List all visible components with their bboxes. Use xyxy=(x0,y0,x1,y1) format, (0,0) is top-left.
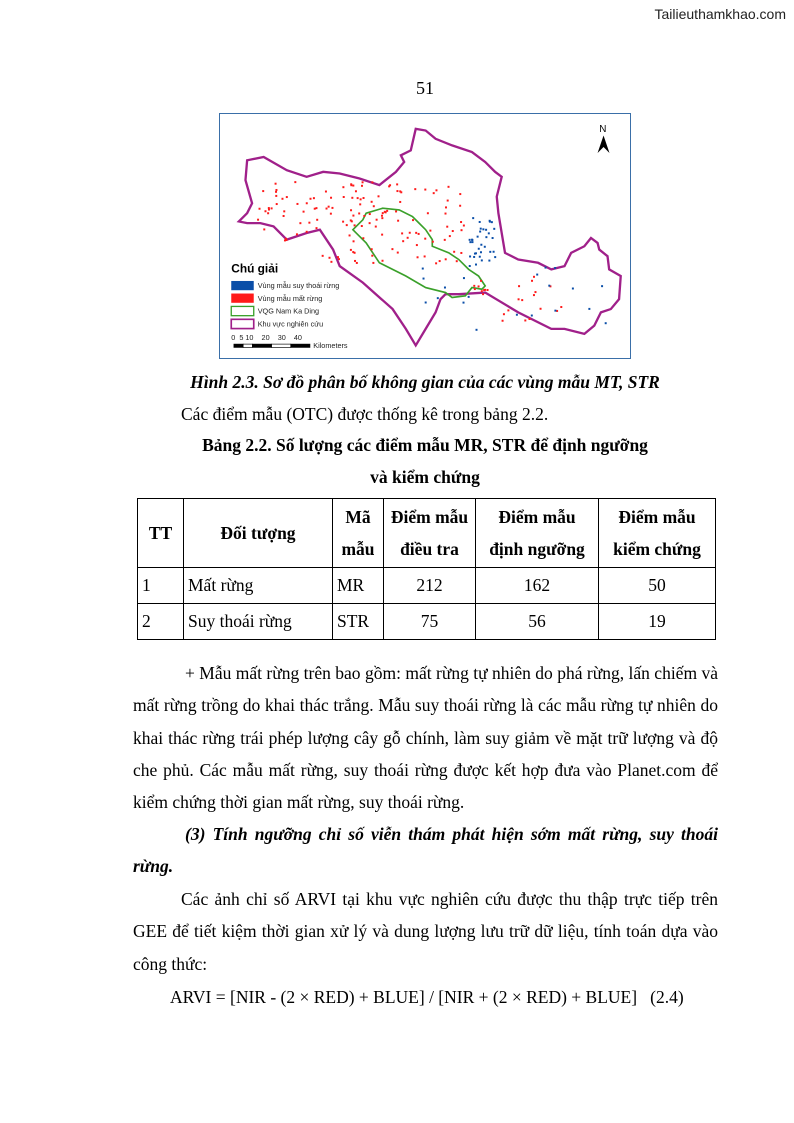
loss-sample-point xyxy=(372,262,374,264)
degradation-sample-point xyxy=(493,251,495,253)
loss-sample-point xyxy=(429,230,431,232)
loss-sample-point xyxy=(418,233,420,235)
loss-sample-point xyxy=(362,181,364,183)
north-label: N xyxy=(599,124,607,136)
loss-sample-point xyxy=(262,190,264,192)
loss-sample-point xyxy=(337,256,339,258)
loss-sample-point xyxy=(264,210,266,212)
loss-sample-point xyxy=(396,183,398,185)
loss-sample-point xyxy=(412,219,414,221)
loss-sample-point xyxy=(281,198,283,200)
loss-sample-point xyxy=(449,235,451,237)
cell: 212 xyxy=(384,568,476,604)
loss-sample-point xyxy=(306,231,308,233)
legend-park: VQG Nam Ka Ding xyxy=(257,306,320,316)
degradation-sample-point xyxy=(554,310,556,312)
header-threshold: Điểm mẫu định ngưỡng xyxy=(476,499,599,568)
loss-sample-point xyxy=(448,186,450,188)
loss-sample-point xyxy=(329,257,331,259)
cell: 50 xyxy=(599,568,716,604)
table-row xyxy=(138,568,716,604)
paragraph-arvi: Các ảnh chỉ số ARVI tại khu vực nghiên cứu được thu thập trực tiếp trên GEE để tiết kiệm thời gian xử lý và dung lượng lưu trữ dữ liệu, tính toán dựa vào công thức: xyxy=(133,889,718,974)
loss-sample-point xyxy=(474,288,476,290)
legend-study-area: Khu vực nghiên cứu xyxy=(257,319,324,329)
loss-sample-point xyxy=(483,289,485,291)
loss-sample-point xyxy=(271,207,273,209)
loss-sample-point xyxy=(396,190,398,192)
loss-sample-point xyxy=(376,219,378,221)
degradation-sample-point xyxy=(488,260,490,262)
loss-sample-point xyxy=(285,238,287,240)
loss-sample-point xyxy=(378,195,380,197)
header-tt: TT xyxy=(138,499,184,568)
loss-sample-point xyxy=(460,252,462,254)
degradation-sample-point xyxy=(484,246,486,248)
sample-table xyxy=(137,498,716,640)
loss-sample-point xyxy=(326,208,328,210)
loss-sample-point xyxy=(381,215,383,217)
degradation-sample-point xyxy=(485,236,487,238)
loss-sample-point xyxy=(417,256,419,258)
loss-sample-point xyxy=(361,225,363,227)
loss-sample-point xyxy=(303,211,305,213)
loss-sample-point xyxy=(315,207,317,209)
page-number: 51 xyxy=(416,78,434,98)
north-arrow-icon xyxy=(598,135,610,153)
degradation-sample-point xyxy=(481,259,483,261)
degradation-sample-point xyxy=(471,241,473,243)
loss-sample-point xyxy=(350,219,352,221)
map-graphic xyxy=(220,114,630,358)
section-heading: (3) Tính ngưỡng chỉ số viễn thám phát hiện sớm mất rừng, suy thoái rừng. xyxy=(133,824,718,877)
loss-sample-point xyxy=(447,200,449,202)
degradation-sample-point xyxy=(463,277,465,279)
degradation-sample-point xyxy=(516,314,518,316)
loss-sample-point xyxy=(528,318,530,320)
table-header-row xyxy=(138,499,716,568)
loss-sample-point xyxy=(533,294,535,296)
degradation-sample-point xyxy=(468,296,470,298)
degradation-sample-point xyxy=(548,285,550,287)
loss-sample-point xyxy=(286,196,288,198)
loss-sample-point xyxy=(283,210,285,212)
cell: Suy thoái rừng xyxy=(184,604,333,640)
loss-sample-point xyxy=(354,260,356,262)
degradation-sample-point xyxy=(473,256,475,258)
loss-sample-point xyxy=(524,319,526,321)
degradation-sample-point xyxy=(422,268,424,270)
loss-sample-point xyxy=(560,306,562,308)
loss-sample-point xyxy=(259,208,261,210)
loss-sample-point xyxy=(433,192,435,194)
loss-sample-point xyxy=(400,191,402,193)
loss-sample-point xyxy=(432,241,434,243)
degradation-sample-point xyxy=(536,274,538,276)
loss-sample-point xyxy=(257,219,259,221)
degradation-sample-point xyxy=(488,232,490,234)
loss-sample-point xyxy=(263,228,265,230)
paragraph-samples: + Mẫu mất rừng trên bao gồm: mất rừng tự nhiên do phá rừng, lấn chiếm và mất rừng trồng do khai thác trắng. Mẫu suy thoái rừng là các mẫu rừng tự nhiên do khai thác rừng trái phép lượng cây gỗ chính, làm suy giảm về mặt trữ lượng và độ che phủ. Các mẫu mất rừng, suy thoái rừng được kết hợp đưa vào Planet.com để kiểm chứng thời gian mất rừng, suy thoái rừng. xyxy=(133,663,718,813)
degradation-sample-point xyxy=(469,255,471,257)
degradation-sample-point xyxy=(588,308,590,310)
loss-sample-point xyxy=(388,185,390,187)
loss-sample-point xyxy=(384,211,386,213)
loss-sample-point xyxy=(338,258,340,260)
loss-sample-point xyxy=(445,206,447,208)
loss-sample-point xyxy=(346,224,348,226)
header-code: Mã mẫu xyxy=(333,499,384,568)
loss-sample-point xyxy=(371,255,373,257)
loss-sample-point xyxy=(435,262,437,264)
loss-sample-point xyxy=(275,189,277,191)
loss-sample-point xyxy=(352,215,354,217)
loss-sample-point xyxy=(518,285,520,287)
loss-sample-point xyxy=(424,189,426,191)
loss-sample-point xyxy=(267,212,269,214)
degradation-sample-point xyxy=(444,287,446,289)
cell: MR xyxy=(333,568,384,604)
cell: STR xyxy=(333,604,384,640)
degradation-sample-point xyxy=(489,221,491,223)
degradation-sample-point xyxy=(472,217,474,219)
loss-sample-point xyxy=(507,309,509,311)
loss-sample-point xyxy=(459,193,461,195)
loss-sample-point xyxy=(373,205,375,207)
loss-sample-point xyxy=(361,185,363,187)
legend-title: Chú giải xyxy=(231,261,279,276)
loss-sample-point xyxy=(435,189,437,191)
scale-unit: Kilometers xyxy=(313,341,348,351)
table-title-cont: và kiểm chứng xyxy=(370,467,480,487)
loss-sample-point xyxy=(276,203,278,205)
loss-sample-point xyxy=(268,207,270,209)
loss-sample-point xyxy=(369,213,371,215)
national-park-boundary xyxy=(353,208,485,297)
loss-sample-point xyxy=(371,201,373,203)
loss-sample-point xyxy=(402,240,404,242)
degradation-sample-point xyxy=(423,278,425,280)
loss-sample-point xyxy=(322,255,324,257)
cell: 56 xyxy=(476,604,599,640)
loss-sample-point xyxy=(401,232,403,234)
degradation-sample-point xyxy=(478,248,480,250)
loss-sample-point xyxy=(359,203,361,205)
scale-ticks: 0 5 10 20 30 40 xyxy=(231,333,302,343)
degradation-sample-point xyxy=(494,256,496,258)
loss-sample-point xyxy=(503,313,505,315)
loss-sample-point xyxy=(533,276,535,278)
loss-sample-point xyxy=(445,258,447,260)
loss-sample-point xyxy=(414,188,416,190)
loss-sample-point xyxy=(313,197,315,199)
loss-sample-point xyxy=(363,197,365,199)
loss-sample-point xyxy=(531,280,533,282)
degradation-sample-point xyxy=(493,228,495,230)
table-title: Bảng 2.2. Số lượng các điểm mẫu MR, STR để định ngưỡng xyxy=(202,435,648,455)
cell: Mất rừng xyxy=(184,568,333,604)
loss-sample-point xyxy=(481,290,483,292)
loss-sample-point xyxy=(399,201,401,203)
loss-sample-point xyxy=(446,226,448,228)
degradation-sample-point xyxy=(480,228,482,230)
loss-sample-point xyxy=(518,298,520,300)
loss-sample-point xyxy=(362,237,364,239)
loss-sample-point xyxy=(349,234,351,236)
loss-sample-point xyxy=(356,262,358,264)
table-row xyxy=(138,604,716,640)
loss-sample-point xyxy=(363,215,365,217)
loss-sample-point xyxy=(330,261,332,263)
degradation-sample-point xyxy=(492,237,494,239)
loss-sample-point xyxy=(369,222,371,224)
loss-sample-point xyxy=(534,291,536,293)
degradation-sample-point xyxy=(554,267,556,269)
degradation-sample-point xyxy=(471,239,473,241)
degradation-sample-point xyxy=(475,264,477,266)
cell: 162 xyxy=(476,568,599,604)
loss-sample-point xyxy=(381,234,383,236)
cell: 75 xyxy=(384,604,476,640)
loss-sample-point xyxy=(460,221,462,223)
loss-sample-point xyxy=(306,202,308,204)
loss-sample-point xyxy=(358,212,360,214)
loss-sample-point xyxy=(275,195,277,197)
degradation-sample-point xyxy=(476,329,478,331)
loss-sample-point xyxy=(415,232,417,234)
degradation-sample-point xyxy=(469,265,471,267)
degradation-sample-point xyxy=(545,267,547,269)
loss-sample-point xyxy=(456,260,458,262)
loss-sample-point xyxy=(397,220,399,222)
cell: 1 xyxy=(138,568,184,604)
arvi-formula: ARVI = [NIR - (2 × RED) + BLUE] / [NIR + (2 × RED) + BLUE] (2.4) xyxy=(170,987,684,1007)
degradation-sample-point xyxy=(437,297,439,299)
loss-sample-point xyxy=(352,185,354,187)
degradation-sample-point xyxy=(479,221,481,223)
loss-sample-point xyxy=(473,285,475,287)
loss-sample-point xyxy=(381,217,383,219)
loss-sample-point xyxy=(350,209,352,211)
loss-sample-point xyxy=(357,197,359,199)
degradation-sample-point xyxy=(469,241,471,243)
header-object: Đối tượng xyxy=(184,499,333,568)
degradation-sample-point xyxy=(479,256,481,258)
loss-sample-point xyxy=(331,207,333,209)
loss-sample-point xyxy=(480,280,482,282)
loss-sample-point xyxy=(461,229,463,231)
degradation-sample-point xyxy=(480,251,482,253)
loss-sample-point xyxy=(424,238,426,240)
header-survey: Điểm mẫu điều tra xyxy=(384,499,476,568)
loss-sample-point xyxy=(382,212,384,214)
loss-sample-point xyxy=(314,208,316,210)
degradation-sample-point xyxy=(491,221,493,223)
loss-sample-point xyxy=(540,308,542,310)
loss-sample-point xyxy=(351,197,353,199)
cell: 2 xyxy=(138,604,184,640)
loss-sample-point xyxy=(353,240,355,242)
loss-sample-point xyxy=(391,248,393,250)
degradation-sample-point xyxy=(425,302,427,304)
cell: 19 xyxy=(599,604,716,640)
loss-sample-point xyxy=(296,203,298,205)
loss-sample-point xyxy=(343,196,345,198)
loss-sample-point xyxy=(330,197,332,199)
loss-sample-point xyxy=(409,232,411,234)
loss-sample-point xyxy=(463,225,465,227)
loss-sample-point xyxy=(478,285,480,287)
loss-sample-point xyxy=(350,249,352,251)
study-area-map xyxy=(219,113,631,359)
loss-sample-point xyxy=(350,184,352,186)
degradation-sample-point xyxy=(572,288,574,290)
loss-sample-point xyxy=(521,299,523,301)
loss-sample-point xyxy=(355,190,357,192)
loss-sample-point xyxy=(375,226,377,228)
watermark: Tailieuthamkhao.com xyxy=(654,6,786,22)
degradation-sample-point xyxy=(479,231,481,233)
degradation-sample-point xyxy=(531,315,533,317)
loss-sample-point xyxy=(482,293,484,295)
loss-sample-point xyxy=(294,181,296,183)
loss-sample-point xyxy=(275,183,277,185)
loss-sample-point xyxy=(283,215,285,217)
loss-sample-point xyxy=(299,222,301,224)
loss-sample-point xyxy=(386,210,388,212)
degradation-sample-point xyxy=(463,302,465,304)
figure-caption: Hình 2.3. Sơ đồ phân bố không gian của các vùng mẫu MT, STR xyxy=(190,372,660,392)
loss-sample-point xyxy=(275,191,277,193)
loss-sample-point xyxy=(342,186,344,188)
loss-sample-point xyxy=(424,255,426,257)
degradation-sample-point xyxy=(485,229,487,231)
loss-sample-point xyxy=(371,248,373,250)
header-verify: Điểm mẫu kiểm chứng xyxy=(599,499,716,568)
loss-sample-point xyxy=(459,205,461,207)
degradation-sample-point xyxy=(601,285,603,287)
loss-sample-point xyxy=(445,213,447,215)
loss-sample-point xyxy=(427,212,429,214)
loss-sample-point xyxy=(439,260,441,262)
loss-sample-point xyxy=(342,221,344,223)
degradation-sample-point xyxy=(605,322,607,324)
degradation-sample-point xyxy=(482,228,484,230)
loss-sample-point xyxy=(371,181,373,183)
legend-loss: Vùng mẫu mất rừng xyxy=(257,293,323,303)
loss-sample-point xyxy=(354,224,356,226)
loss-sample-point xyxy=(397,252,399,254)
loss-sample-point xyxy=(310,198,312,200)
degradation-sample-point xyxy=(475,252,477,254)
loss-sample-point xyxy=(296,233,298,235)
legend-degradation: Vùng mẫu suy thoái rừng xyxy=(257,281,340,291)
loss-sample-point xyxy=(416,244,418,246)
degradation-sample-point xyxy=(489,251,491,253)
loss-sample-point xyxy=(444,239,446,241)
degradation-sample-point xyxy=(477,236,479,238)
degradation-sample-point xyxy=(469,239,471,241)
intro-text: Các điểm mẫu (OTC) được thống kê trong bảng 2.2. xyxy=(181,404,549,424)
loss-sample-point xyxy=(407,237,409,239)
loss-sample-point xyxy=(330,213,332,215)
loss-sample-point xyxy=(395,210,397,212)
loss-sample-point xyxy=(316,219,318,221)
loss-sample-point xyxy=(502,320,504,322)
loss-sample-point xyxy=(328,206,330,208)
loss-sample-point xyxy=(487,289,489,291)
scale-bar xyxy=(234,344,310,347)
loss-sample-point xyxy=(382,260,384,262)
loss-sample-point xyxy=(325,191,327,193)
loss-sample-point xyxy=(360,198,362,200)
degradation-sample-point xyxy=(480,244,482,246)
loss-sample-point xyxy=(352,251,354,253)
loss-sample-point xyxy=(452,230,454,232)
loss-sample-point xyxy=(453,251,455,253)
loss-sample-point xyxy=(316,227,318,229)
loss-sample-point xyxy=(308,222,310,224)
